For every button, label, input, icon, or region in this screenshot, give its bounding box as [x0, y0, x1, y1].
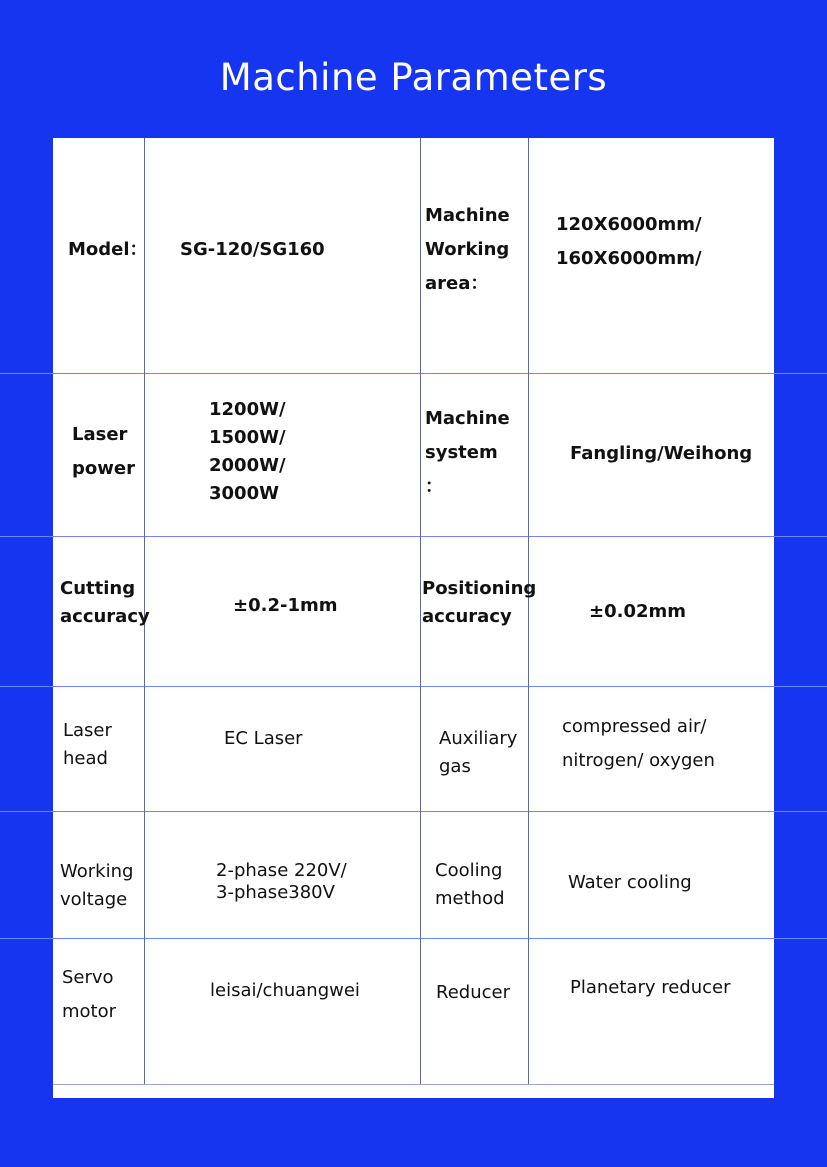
value-positioning-accuracy: ±0.02mm	[589, 601, 687, 622]
row-divider	[0, 373, 827, 374]
label-machine-system: Machine system ：	[425, 408, 510, 497]
value-servo-motor: leisai/chuangwei	[210, 980, 360, 1001]
label-auxiliary-gas: Auxiliary gas	[439, 728, 518, 777]
value-model: SG-120/SG160	[180, 239, 325, 260]
value-cooling-method: Water cooling	[568, 872, 692, 893]
label-laser-power: Laser power	[72, 424, 135, 479]
value-laser-head: EC Laser	[224, 728, 303, 749]
value-auxiliary-gas: compressed air/ nitrogen/ oxygen	[562, 716, 715, 771]
value-reducer: Planetary reducer	[570, 977, 731, 998]
row-divider	[0, 536, 827, 537]
value-working-area: 120X6000mm/ 160X6000mm/	[556, 214, 702, 269]
row-divider	[0, 811, 827, 812]
label-servo-motor: Servo motor	[62, 967, 117, 1022]
label-working-voltage: Working voltage	[60, 861, 134, 910]
page-title: Machine Parameters	[219, 56, 608, 99]
label-cooling-method: Cooling method	[435, 860, 505, 909]
label-laser-head: Laser head	[63, 720, 112, 769]
label-positioning-accuracy: Positioning accuracy	[422, 578, 537, 627]
table-bottom-border	[53, 1084, 774, 1085]
value-laser-power: 1200W/ 1500W/ 2000W/ 3000W	[209, 399, 286, 504]
value-working-voltage: 2-phase 220V/ 3-phase380V	[216, 860, 347, 903]
row-divider	[0, 686, 827, 687]
value-cutting-accuracy: ±0.2-1mm	[233, 595, 338, 616]
value-machine-system: Fangling/Weihong	[570, 443, 753, 464]
label-model: Model：	[68, 239, 148, 260]
column-divider	[420, 138, 421, 1084]
label-reducer: Reducer	[436, 982, 510, 1003]
label-working-area: Machine Working area：	[425, 205, 510, 294]
row-divider	[0, 938, 827, 939]
label-cutting-accuracy: Cutting accuracy	[60, 578, 150, 627]
